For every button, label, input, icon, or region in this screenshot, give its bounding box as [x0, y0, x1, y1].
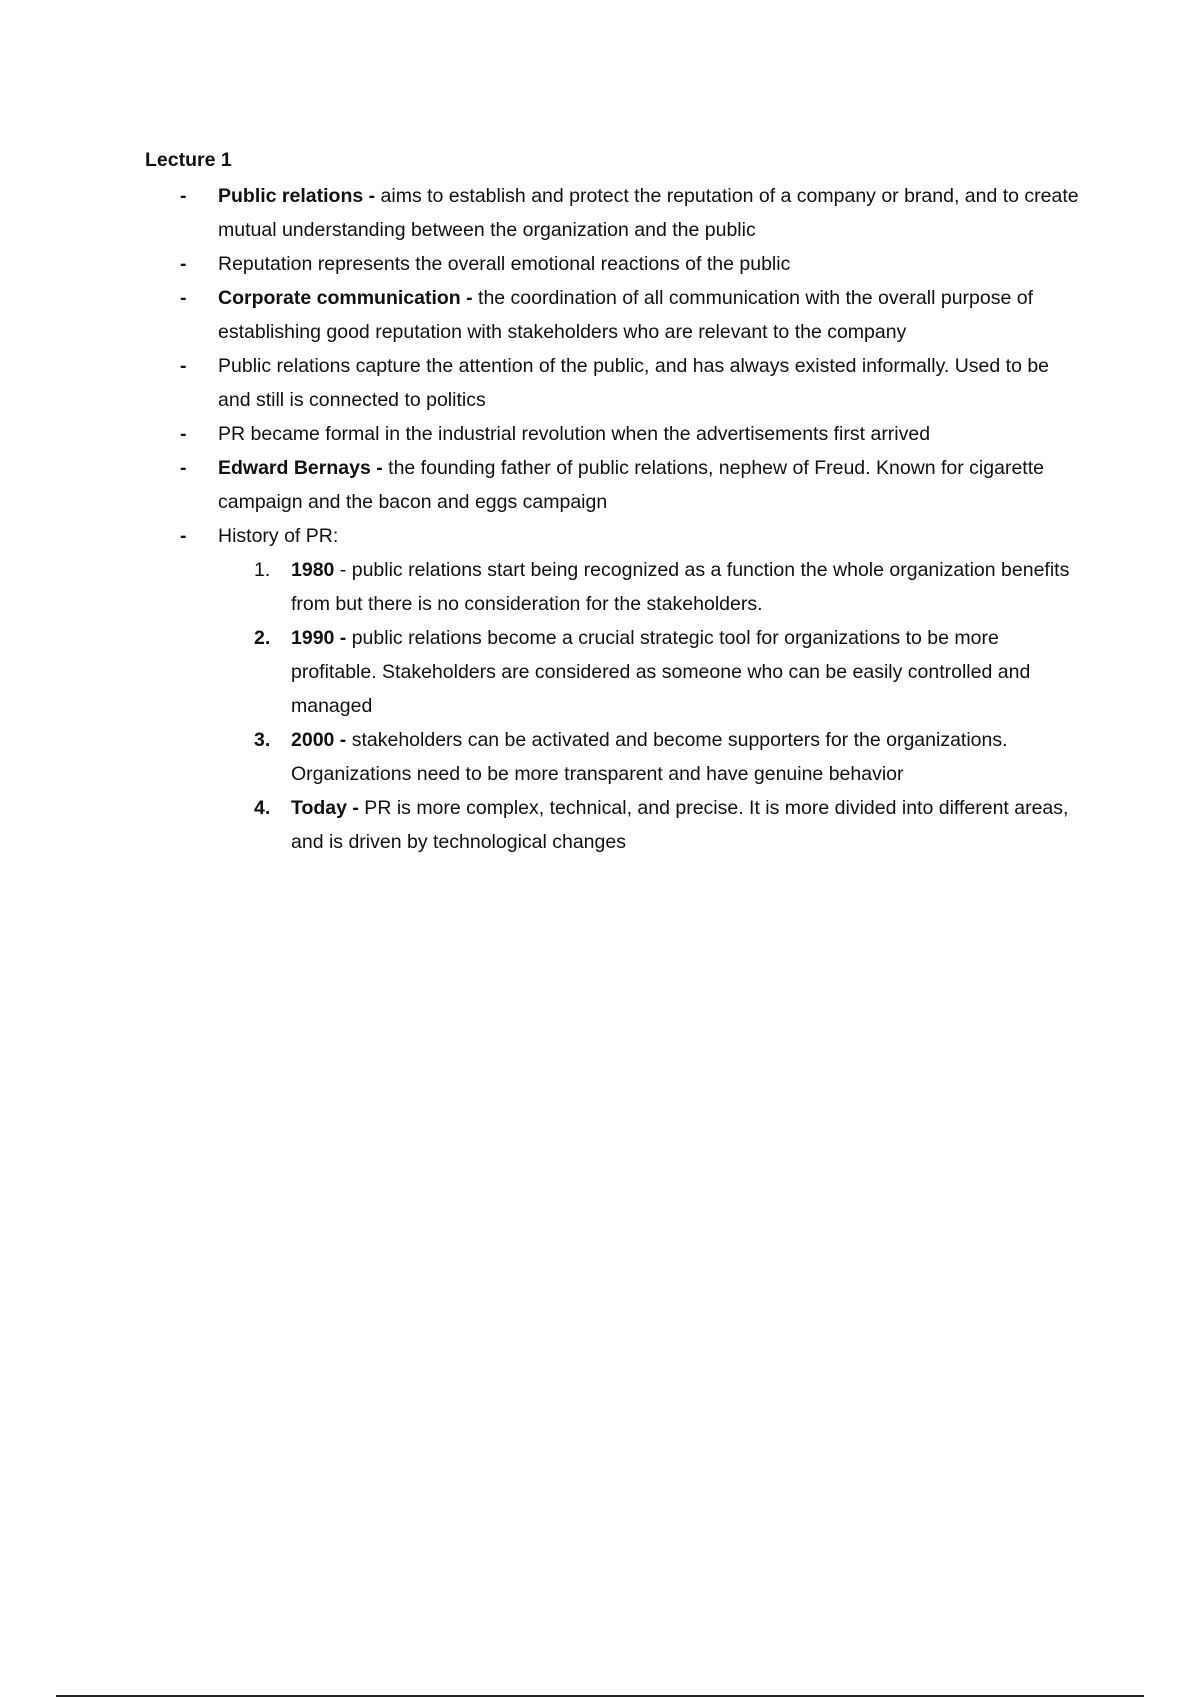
- year: 2000 -: [291, 729, 347, 751]
- list-item: [180, 519, 1085, 859]
- history-item: [254, 723, 1085, 791]
- history-item: [254, 791, 1085, 859]
- year: 1980: [291, 559, 335, 581]
- history-text: PR is more complex, technical, and precise. It is more divided into different areas, and is driven by technological changes: [291, 797, 1069, 853]
- list-item: [180, 349, 1085, 417]
- term: Corporate communication -: [218, 287, 473, 309]
- term: Edward Bernays -: [218, 457, 383, 479]
- dash-bullet: -: [180, 253, 187, 275]
- item-number: 3.: [254, 729, 271, 751]
- history-list: [218, 553, 1085, 859]
- bullet-list: [180, 179, 1085, 859]
- term: Public relations -: [218, 185, 376, 207]
- definition: PR became formal in the industrial revolution when the advertisements first arrived: [218, 423, 931, 445]
- definition: the founding father of public relations, nephew of Freud. Known for cigarette campaign and the bacon and eggs campaign: [218, 457, 1044, 513]
- dash-bullet: -: [180, 287, 187, 309]
- dash-bullet: -: [180, 457, 187, 479]
- history-text: public relations become a crucial strategic tool for organizations to be more profitable. Stakeholders are considered as someone who can be easily controlled and managed: [291, 627, 1031, 717]
- definition: History of PR:: [218, 525, 339, 547]
- dash-bullet: -: [180, 423, 187, 445]
- history-item: [254, 621, 1085, 723]
- definition: Public relations capture the attention of the public, and has always existed informally. Used to be and still is connected to politics: [218, 355, 1050, 411]
- year: 1990 -: [291, 627, 347, 649]
- item-number: 1.: [254, 559, 271, 581]
- dash-bullet: -: [180, 355, 187, 377]
- year: Today -: [291, 797, 359, 819]
- list-item: [180, 451, 1085, 519]
- history-item: [254, 553, 1085, 621]
- list-item: [180, 179, 1085, 247]
- list-item: [180, 247, 1085, 281]
- history-text: - public relations start being recognized as a function the whole organization benefits from but there is no consideration for the stakeholders.: [291, 559, 1070, 615]
- list-item: [180, 281, 1085, 349]
- history-text: stakeholders can be activated and become supporters for the organizations. Organizations need to be more transparent and have genuine behavior: [291, 729, 1008, 785]
- list-item: [180, 417, 1085, 451]
- definition: Reputation represents the overall emotional reactions of the public: [218, 253, 791, 275]
- item-number: 4.: [254, 797, 271, 819]
- dash-bullet: -: [180, 525, 187, 547]
- dash-bullet: -: [180, 185, 187, 207]
- item-number: 2.: [254, 627, 271, 649]
- footer-divider: [56, 1695, 1144, 1697]
- definition: aims to establish and protect the reputation of a company or brand, and to create mutual understanding between the organization and the public: [218, 185, 1079, 241]
- page-heading: Lecture 1: [145, 149, 232, 171]
- definition: the coordination of all communication with the overall purpose of establishing good reputation with stakeholders who are relevant to the company: [218, 287, 1034, 343]
